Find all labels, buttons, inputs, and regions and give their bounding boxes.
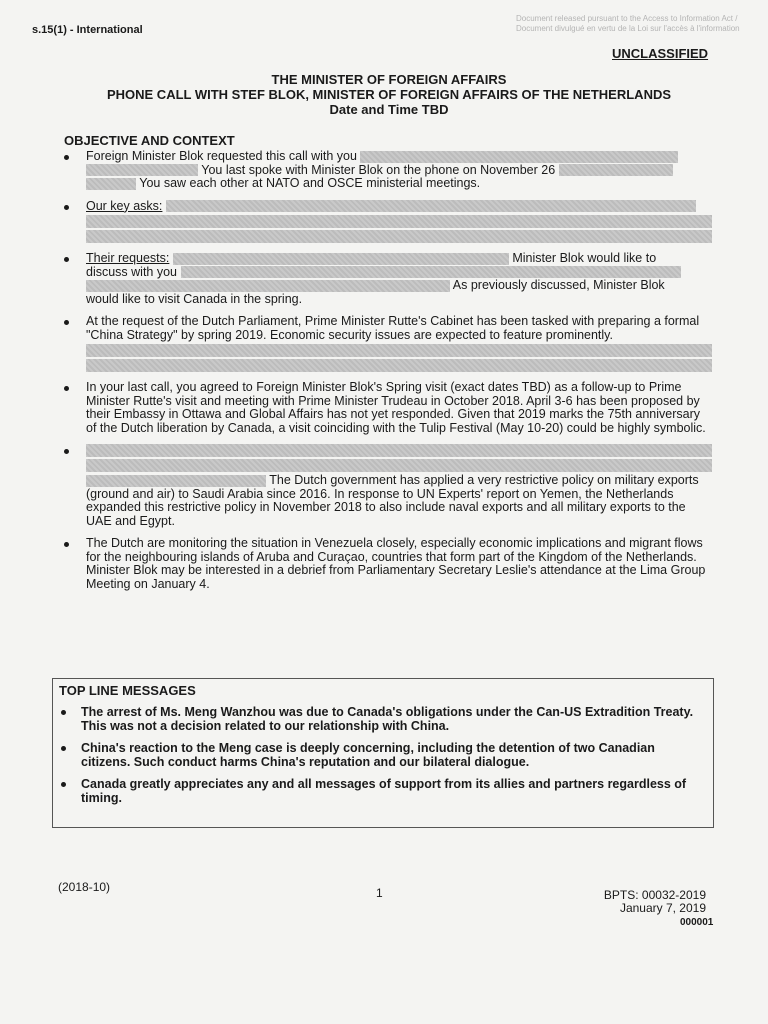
list-item: China's reaction to the Meng case is deeply concerning, including the detention of two Canadian citizens. Such conduct harms China's reputation and our bilateral dialogue. [59, 741, 699, 769]
form-code: (2018-10) [58, 880, 111, 894]
redaction [86, 475, 266, 487]
list-item [60, 444, 712, 528]
redaction [86, 359, 712, 372]
objective-body [60, 150, 712, 600]
list-item: The arrest of Ms. Meng Wanzhou was due to Canada's obligations under the Can-US Extradition Treaty. This was not a decision related to our relationship with China. [59, 705, 699, 733]
bullet-3-text-1: Minister Blok would like to [512, 251, 657, 265]
tracking-info [560, 889, 706, 915]
release-stamp: Document released pursuant to the Access to Information Act / Document divulgué en vertu de la Loi sur l'accès à l'information [516, 14, 740, 33]
page-number: 1 [376, 886, 383, 900]
title-line-2: PHONE CALL WITH STEF BLOK, MINISTER OF FOREIGN AFFAIRS OF THE NETHERLANDS [106, 87, 672, 102]
their-requests-label: Their requests: [86, 251, 170, 265]
list-item: Canada greatly appreciates any and all messages of support from its allies and partners regardless of timing. [59, 777, 699, 805]
top-line-heading: TOP LINE MESSAGES [59, 683, 196, 698]
release-page-number: 000001 [680, 917, 714, 928]
top-line-list [59, 705, 699, 813]
redaction [86, 459, 712, 472]
classification-label: UNCLASSIFIED [612, 46, 709, 61]
redaction [86, 444, 712, 457]
bullet-3-text-2: discuss with you [86, 264, 178, 279]
bullet-3-text-4: would like to visit Canada in the spring. [86, 291, 303, 306]
bullet-3-text-3: As previously discussed, Minister Blok [452, 278, 665, 292]
bpts-number: BPTS: 00032-2019 [603, 888, 706, 902]
list-item [60, 381, 712, 435]
redaction [360, 151, 678, 163]
redaction [86, 164, 198, 176]
objective-list [60, 150, 712, 591]
redaction [86, 230, 712, 243]
redaction [86, 344, 712, 357]
redaction [86, 215, 712, 228]
bullet-1-line-2: You last spoke with Minister Blok on the phone on November 26 [201, 162, 556, 177]
bullet-1-line-3: You saw each other at NATO and OSCE ministerial meetings. [139, 176, 481, 190]
redaction [559, 164, 673, 176]
title-line-1: THE MINISTER OF FOREIGN AFFAIRS [271, 72, 507, 87]
list-item [60, 200, 712, 244]
list-item [60, 315, 712, 372]
bullet-4-text: At the request of the Dutch Parliament, Prime Minister Rutte's Cabinet has been tasked with preparing a formal "China Strategy" by spring 2019. Economic security issues are expected to feature prominently. [86, 314, 700, 342]
list-item [60, 150, 712, 191]
bullet-1-line-1: Foreign Minister Blok requested this call with you [86, 149, 357, 163]
bullet-5-text: In your last call, you agreed to Foreign Minister Blok's Spring visit (exact dates TBD) as a follow-up to Prime Minister Rutte's visit and meeting with Prime Minister Trudeau in October 2018. April 3-6 has been proposed by their Embassy in Ottawa and Global Affairs has not yet responded. Given that 2019 marks the 75th anniversary of the Dutch liberation by Canada, a visit coinciding with the Tulip Festival (May 10-20) could be highly symbolic. [86, 380, 706, 435]
exemption-label: s.15(1) - International [32, 24, 143, 36]
list-item [60, 537, 712, 591]
objective-heading: OBJECTIVE AND CONTEXT [64, 133, 235, 148]
bullet-7-text: The Dutch are monitoring the situation in Venezuela closely, especially economic implications and migrant flows for the neighbouring islands of Aruba and Curaçao, countries that form part of the Kingdom of the Netherlands. Minister Blok may be interested in a debrief from Parliamentary Secretary Leslie's attendance at the Lima Group Meeting on January 4. [86, 536, 706, 591]
list-item [60, 252, 712, 306]
redaction [86, 280, 450, 292]
redaction [173, 253, 509, 265]
document-date: January 7, 2019 [619, 901, 706, 915]
title-line-3: Date and Time TBD [329, 102, 449, 117]
redaction [86, 178, 136, 190]
top-line-messages-box [52, 678, 714, 828]
bullet-6-text: The Dutch government has applied a very restrictive policy on military exports (ground and air) to Saudi Arabia since 2016. In response to UN Experts' report on Yemen, the Netherlands expanded this restrictive policy in November 2018 to also include naval exports and all military exports to the UAE and Egypt. [86, 473, 699, 528]
key-asks-label: Our key asks: [86, 198, 163, 213]
document-title-block [60, 72, 718, 117]
redaction [166, 200, 696, 212]
redaction [181, 266, 681, 278]
